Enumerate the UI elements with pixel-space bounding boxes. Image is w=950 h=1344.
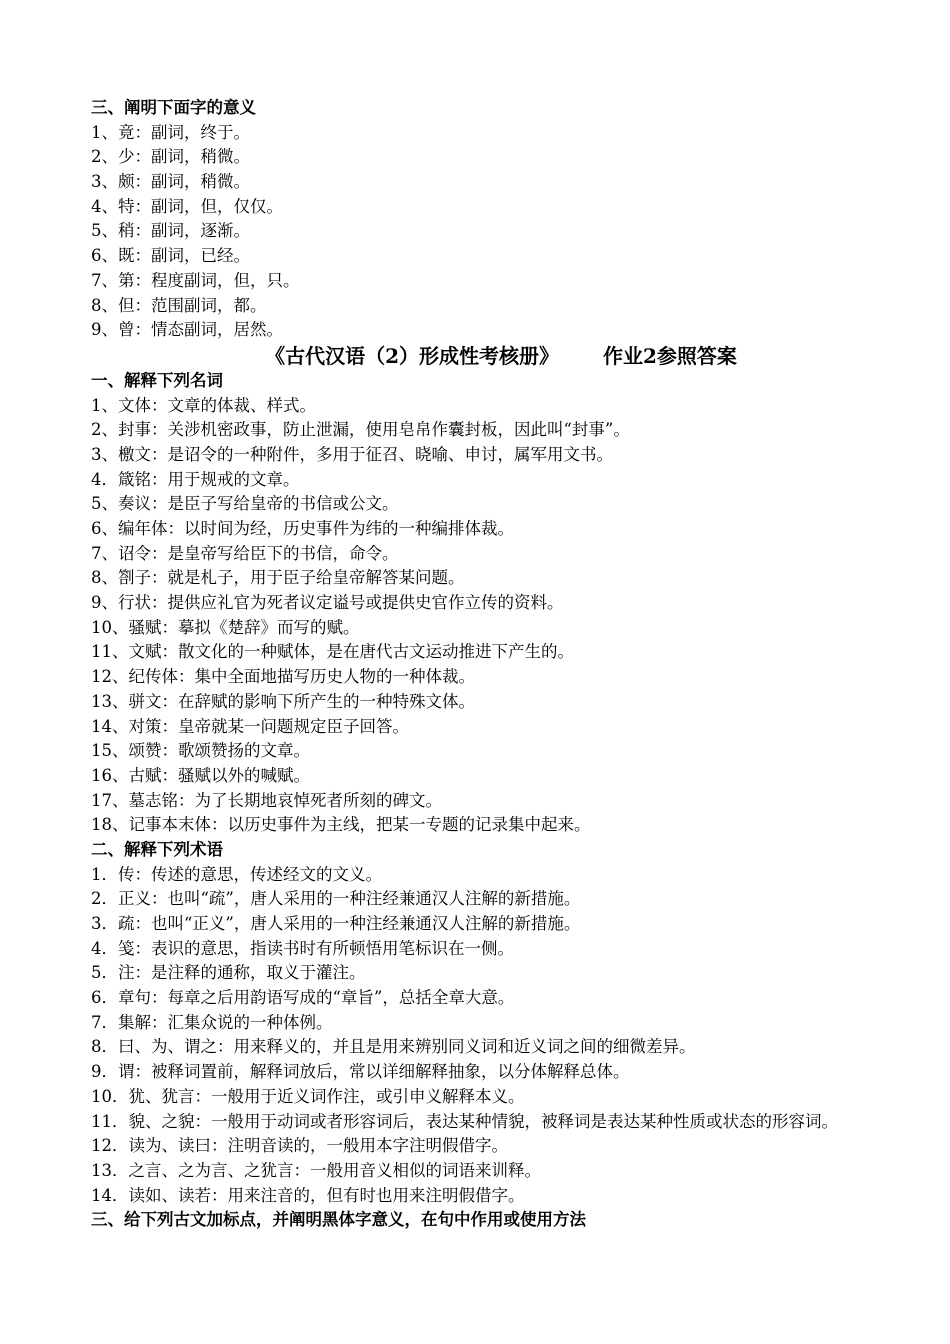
list-item: 13．之言、之为言、之犹言：一般用音义相似的词语来训释。 bbox=[91, 1160, 541, 1180]
list-item: 9．谓：被释词置前，解释词放后，常以详细解释抽象，以分体解释总体。 bbox=[91, 1062, 630, 1082]
document-title bbox=[91, 343, 871, 369]
list-item: 6．章句：每章之后用韵语写成的“章旨”，总括全章大意。 bbox=[91, 988, 515, 1008]
list-item: 10、骚赋：摹拟《楚辞》而写的赋。 bbox=[91, 617, 360, 637]
list-item: 4．箴铭：用于规戒的文章。 bbox=[91, 469, 300, 489]
list-item: 9、曾：情态副词，居然。 bbox=[91, 320, 283, 340]
list-item: 18、记事本末体：以历史事件为主线，把某一专题的记录集中起来。 bbox=[91, 815, 591, 835]
list-item: 8．曰、为、谓之：用来释义的，并且是用来辨别同义词和近义词之间的细微差异。 bbox=[91, 1037, 696, 1057]
list-item: 7、第：程度副词，但，只。 bbox=[91, 270, 300, 290]
list-item: 2、少：副词，稍微。 bbox=[91, 147, 250, 167]
list-item: 13、骈文：在辞赋的影响下所产生的一种特殊文体。 bbox=[91, 691, 475, 711]
list-item: 1、文体：文章的体裁、样式。 bbox=[91, 395, 316, 415]
list-item: 3．疏：也叫“正义”，唐人采用的一种注经兼通汉人注解的新措施。 bbox=[91, 914, 581, 933]
list-item: 5、奏议：是臣子写给皇帝的书信或公文。 bbox=[91, 494, 399, 514]
section-heading-terms-nouns: 一、解释下列名词 bbox=[91, 370, 223, 390]
list-item: 1．传：传述的意思，传述经文的文义。 bbox=[91, 864, 382, 884]
list-item: 6、编年体：以时间为经，历史事件为纬的一种编排体裁。 bbox=[91, 519, 514, 538]
list-item: 7、诏令：是皇帝写给臣下的书信，命令。 bbox=[91, 543, 399, 563]
list-item: 1、竟：副词，终于。 bbox=[91, 122, 250, 142]
list-item: 5、稍：副词，逐渐。 bbox=[91, 221, 250, 241]
list-item: 16、古赋：骚赋以外的喊赋。 bbox=[91, 765, 310, 785]
title-book: 《古代汉语（2）形成性考核册》 bbox=[265, 343, 559, 368]
section-heading-meanings: 三、阐明下面字的意义 bbox=[91, 98, 256, 117]
list-item: 10．犹、犹言：一般用于近义词作注，或引申义解释本义。 bbox=[91, 1086, 525, 1106]
list-item: 2、封事：关涉机密政事，防止泄漏，使用皂帛作囊封板，因此叫“封事”。 bbox=[91, 420, 630, 440]
list-item: 12．读为、读曰：注明音读的，一般用本字注明假借字。 bbox=[91, 1136, 508, 1156]
list-item: 3、檄文：是诏令的一种附件，多用于征召、晓喻、申讨，属军用文书。 bbox=[91, 444, 613, 464]
list-item: 6、既：副词，已经。 bbox=[91, 246, 250, 266]
list-item: 8、劄子：就是札子，用于臣子给皇帝解答某问题。 bbox=[91, 568, 465, 588]
list-item: 12、纪传体：集中全面地描写历史人物的一种体裁。 bbox=[91, 667, 475, 687]
section-heading-terminology: 二、解释下列术语 bbox=[91, 839, 223, 859]
list-item: 7．集解：汇集众说的一种体例。 bbox=[91, 1012, 333, 1032]
list-item: 11、文赋：散文化的一种赋体，是在唐代古文运动推进下产生的。 bbox=[91, 642, 574, 662]
list-item: 11．貌、之貌：一般用于动词或者形容词后，表达某种情貌，被释词是表达某种性质或状态的形容词。 bbox=[91, 1111, 838, 1131]
title-assignment: 作业2参照答案 bbox=[603, 343, 737, 368]
list-item: 9、行状：提供应礼官为死者议定谥号或提供史官作立传的资料。 bbox=[91, 593, 564, 613]
list-item: 3、颇：副词，稍微。 bbox=[91, 172, 250, 192]
list-item: 4、特：副词，但，仅仅。 bbox=[91, 196, 283, 216]
list-item: 5．注：是注释的通称，取义于灌注。 bbox=[91, 963, 366, 983]
list-item: 2．正义：也叫“疏”，唐人采用的一种注经兼通汉人注解的新措施。 bbox=[91, 889, 581, 909]
list-item: 14．读如、读若：用来注音的，但有时也用来注明假借字。 bbox=[91, 1185, 525, 1205]
section-heading-punctuation: 三、给下列古文加标点，并阐明黑体字意义，在句中作用或使用方法 bbox=[91, 1210, 586, 1230]
document-body bbox=[91, 96, 871, 1233]
list-item: 8、但：范围副词，都。 bbox=[91, 295, 267, 315]
list-item: 15、颂赞：歌颂赞扬的文章。 bbox=[91, 741, 310, 761]
list-item: 4．笺：表识的意思，指读书时有所顿悟用笔标识在一侧。 bbox=[91, 938, 514, 958]
list-item: 17、墓志铭：为了长期地哀悼死者所刻的碑文。 bbox=[91, 790, 442, 810]
list-item: 14、对策：皇帝就某一问题规定臣子回答。 bbox=[91, 716, 409, 736]
